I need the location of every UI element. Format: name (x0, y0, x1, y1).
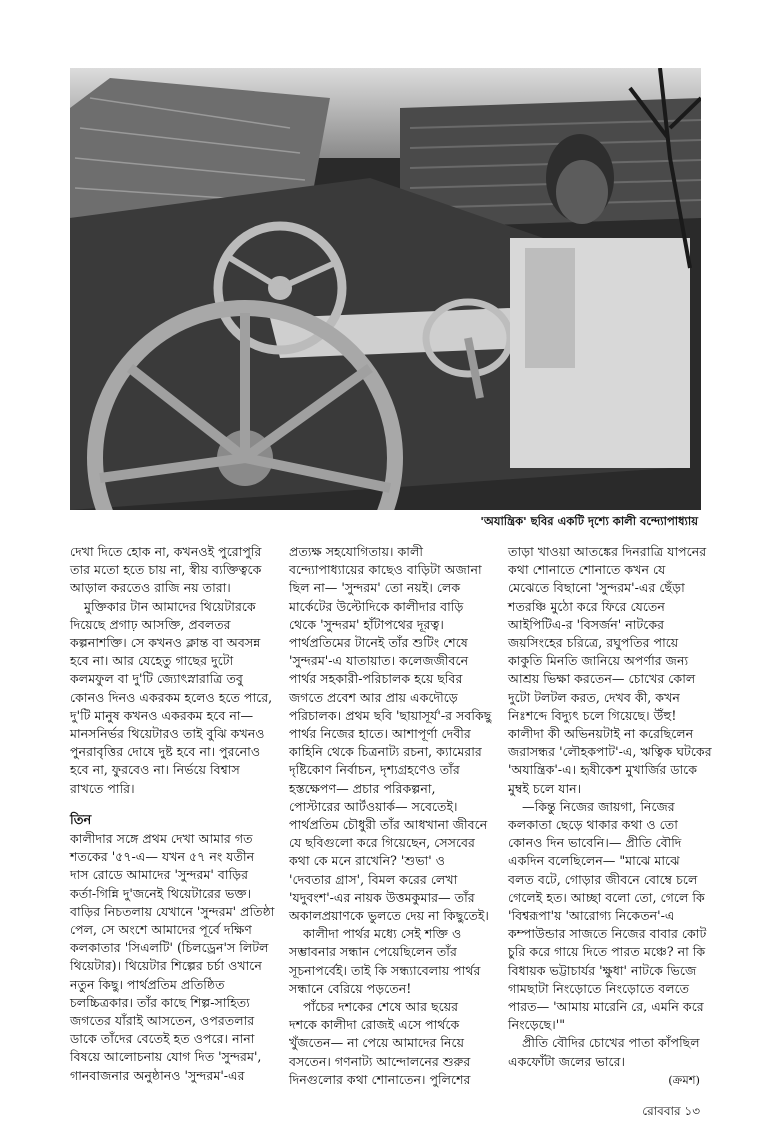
text-line: পুনরাবৃত্তির দোষে দুষ্ট হবে না। পুরনোও (70, 744, 261, 760)
text-line: তার মতো হতে চায় না, স্বীয় ব্যক্তিত্বকে (70, 562, 262, 578)
text-line: পরিচালক। প্রথম ছবি 'ছায়াসূর্য'-র সবকিছু (289, 707, 492, 723)
text-line: 'বিশ্বরূপা'য় 'আরোগ্য নিকেতন'-এ (508, 908, 675, 924)
text-line: জগতের যাঁরাই আসতেন, ওপরতলার (70, 1013, 255, 1029)
text-line: 'যদুবংশ'-এর নায়ক উত্তমকুমার— তাঁর (289, 889, 475, 905)
text-line: মার্কেটের উল্টোদিকে কালীদার বাড়ি (289, 598, 464, 614)
text-line: 'অযান্ত্রিক'-এ। হৃষীকেশ মুখার্জির ডাকে (508, 762, 698, 778)
text-line: হবে না। আর যেহেতু গাছের দুটো (70, 653, 234, 669)
film-still-photo (70, 68, 701, 510)
section-heading: তিন (70, 812, 92, 828)
text-line: নিংড়েছে।'" (508, 1017, 566, 1033)
text-line: হবে না, ফুরবেও না। নির্ভয়ে বিশ্বাস (70, 762, 240, 778)
text-line: পার্থপ্রতিমের টানেই তাঁর শুটিং শেষে (289, 635, 468, 651)
text-line: শতরঞ্চি মুঠো করে ফিরে যেতেন (508, 598, 665, 614)
text-line: অকালপ্রয়াণকে ভুলতে দেয় না কিছুতেই। (289, 908, 489, 924)
photo-caption: 'অযান্ত্রিক' ছবির একটি দৃশ্যে কালী বন্দ্যোপাধ্যায় (480, 514, 698, 528)
text-line: থেকে 'সুন্দরম' হাঁটাপথের দূরত্ব। (289, 616, 444, 632)
text-line: দু'টি মানুষ কখনও একরকম হবে না— (70, 707, 254, 723)
text-line: জগতে প্রবেশ আর প্রায় একদৌড়ে (289, 689, 458, 705)
text-line: পোস্টারের আর্টওয়ার্ক— সবেতেই। (289, 798, 458, 814)
text-line: তাড়া খাওয়া আতঙ্কের দিনরাত্রি যাপনের (508, 544, 707, 559)
text-line: দৃষ্টিকোণ নির্বাচন, দৃশ্যগ্রহণেও তাঁর (289, 762, 460, 778)
continued-label: (ক্রমশ) (668, 1073, 700, 1087)
text-line: নিঃশব্দে বিদ্যুৎ চলে গিয়েছে। উঁহু! (508, 707, 677, 723)
text-line: বসতেন। গণনাট্য আন্দোলনের শুরুর (289, 1053, 471, 1069)
text-line: বিধায়ক ভট্টাচার্যর 'ক্ষুধা' নাটকে ভিজে (508, 962, 697, 978)
text-line: কথা শোনাতে শোনাতে কখন যে (508, 562, 666, 578)
text-line: গেলেই হত। আচ্ছা বলো তো, গেলে কি (508, 889, 705, 905)
text-line: দশকে কালীদা রোজই এসে পার্থকে (289, 1017, 460, 1033)
text-line: রাখতে পারি। (70, 780, 135, 796)
text-line: ডাকে তাঁদের বেতেই হত ওপরে। নানা (70, 1031, 255, 1047)
text-line: কলকাতা ছেড়ে থাকার কথা ও তো (508, 817, 678, 833)
text-line: দিয়েছে প্রগাঢ় আসক্তি, প্রবলতর (70, 616, 231, 632)
text-line: কোনও দিনও একরকম হলেও হতে পারে, (70, 689, 273, 705)
text-line: কালীদার সঙ্গে প্রথম দেখা আমার গত (70, 831, 253, 847)
text-line: চলচ্চিত্রকার। তাঁর কাছে শিল্প-সাহিত্য (70, 994, 250, 1010)
text-line: সূচনাপর্বেই। তাই কি সন্ধ্যাবেলায় পার্থর (289, 962, 481, 978)
text-line: ছিল না— 'সুন্দরম' তো নয়ই। লেক (289, 580, 461, 596)
article-column-3 (508, 543, 712, 1071)
text-line: দুটো টলটল করত, দেখব কী, কখন (508, 689, 680, 705)
text-line: আশ্রয় ভিক্ষা করতেন— চোখের কোল (508, 671, 696, 687)
text-line: শতকের '৫৭-এ— যখন ৫৭ নং যতীন (70, 849, 255, 865)
text-line: মুম্বই চলে যান। (508, 780, 582, 796)
text-line: পেল, সে অংশে আমাদের পূর্বে দক্ষিণ (70, 922, 252, 938)
text-line: পাঁচের দশকের শেষে আর ছয়ের (303, 999, 459, 1015)
text-line: জয়সিংহের চরিত্রে, রঘুপতির পায়ে (508, 635, 679, 651)
text-line: মানসনির্ভর থিয়েটারও তাই বুঝি কখনও (70, 726, 265, 742)
text-line: বলত বটে, গোড়ার জীবনে বোম্বে চলে (508, 871, 698, 887)
text-line: —কিন্তু নিজের জায়গা, নিজের (522, 798, 675, 814)
text-line: বিষয়ে আলোচনায় যোগ দিত 'সুন্দরম', (70, 1049, 262, 1065)
page-folio: রোববার ১৩ (642, 1104, 700, 1118)
text-line: পার্থর সহকারী-পরিচালক হয়ে ছবির (289, 671, 463, 687)
text-line: গানবাজনার অনুষ্ঠানও 'সুন্দরম'-এর (70, 1067, 245, 1083)
paragraph-gap (70, 798, 278, 812)
text-line: বাড়ির নিচতলায় যেখানে 'সুন্দরম' প্রতিষ্ঠা (70, 903, 275, 919)
text-line: প্রীতি বৌদির চোখের পাতা কাঁপছিল (522, 1035, 700, 1051)
text-line: যে ছবিগুলো করে গিয়েছেন, সেসবের (289, 835, 475, 851)
article-column-1 (70, 543, 278, 1085)
text-line: পার্থপ্রতিম চৌধুরী তাঁর আধখানা জীবনে (289, 817, 488, 833)
text-line: 'দেবতার গ্রাস', বিমল করের লেখা (289, 871, 458, 887)
text-line: পার্থর নিজের হাতে। আশাপূর্ণা দেবীর (289, 726, 471, 742)
text-line: কম্পাউন্ডার সাজতে নিজের বাবার কোট (508, 926, 707, 942)
text-line: কথা কে মনে রাখেনি? 'শুভা' ও (289, 853, 445, 869)
text-line: কলকাতার 'সিএলটি' (চিলড্রেন'স লিটল (70, 940, 269, 956)
text-line: সম্ভাবনার সন্ধান পেয়েছিলেন তাঁর (289, 944, 457, 960)
text-line: সন্ধানে বেরিয়ে পড়তেন! (289, 980, 412, 996)
text-line: দাস রোডে আমাদের 'সুন্দরম' বাড়ির (70, 867, 249, 883)
text-line: নতুন কিছু। পার্থপ্রতিম প্রতিষ্ঠিত (70, 976, 225, 992)
text-line: কোনও দিন ভাবেনি।— প্রীতি বৌদি (508, 835, 682, 851)
text-line: হস্তক্ষেপণ— প্রচার পরিকল্পনা, (289, 780, 436, 796)
article-column-2 (289, 543, 497, 1089)
text-line: গামছাটা নিংড়োতে নিংড়োতে বলতে (508, 980, 690, 996)
text-line: কালীদা কী অভিনয়টাই না করেছিলেন (508, 726, 694, 742)
text-line: প্রত্যক্ষ সহযোগিতায়। কালী (289, 544, 423, 559)
text-line: কাহিনি থেকে চিত্রনাট্য রচনা, ক্যামেরার (289, 744, 482, 760)
text-line: আড়াল করতেও রাজি নয় তারা। (70, 580, 231, 596)
text-line: থিয়েটার)। থিয়েটার শিল্পের চর্চা ওখানে (70, 958, 262, 974)
text-line: একফোঁটা জলের ভারে। (508, 1053, 625, 1069)
text-line: আইপিটিএ-র 'বিসর্জন' নাটকের (508, 616, 665, 632)
text-line: বন্দ্যোপাধ্যায়ের কাছেও বাড়িটা অজানা (289, 562, 482, 578)
text-line: জরাসন্ধর 'লৌহকপাট'-এ, ঋত্বিক ঘটকের (508, 744, 712, 760)
film-still-illustration (70, 68, 701, 510)
text-line: পারত— 'আমায় মারেনি রে, এমনি করে (508, 999, 704, 1015)
text-line: খুঁজতেন— না পেয়ে আমাদের নিয়ে (289, 1035, 465, 1051)
text-line: 'সুন্দরম'-এ যাতায়াত। কলেজজীবনে (289, 653, 469, 669)
text-line: দেখা দিতে হোক না, কখনওই পুরোপুরি (70, 544, 262, 559)
text-line: মেঝেতে বিছানো 'সুন্দরম'-এর ছেঁড়া (508, 580, 685, 596)
text-line: কল্পনাশক্তি। সে কখনও ক্লান্ত বা অবসন্ন (70, 635, 261, 651)
text-line: চুরি করে গায়ে দিতে পারত মঞ্চে? না কি (508, 944, 706, 960)
text-line: কলমফুল বা দু'টি জ্যোৎস্নারাত্রি তবু (70, 671, 243, 687)
text-line: কালীদা পার্থর মধ্যে সেই শক্তি ও (303, 926, 462, 942)
text-line: দিনগুলোর কথা শোনাতেন। পুলিশের (289, 1071, 471, 1087)
text-line: একদিন বলেছিলেন— "মাঝে মাঝে (508, 853, 680, 869)
text-line: মুক্তিকার টান আমাদের থিয়েটারকে (84, 598, 256, 614)
text-line: কাকুতি মিনতি জানিয়ে অপর্ণার জন্য (508, 653, 689, 669)
text-line: কর্তা-গিন্নি দু'জনেই থিয়েটারের ভক্ত। (70, 885, 252, 901)
